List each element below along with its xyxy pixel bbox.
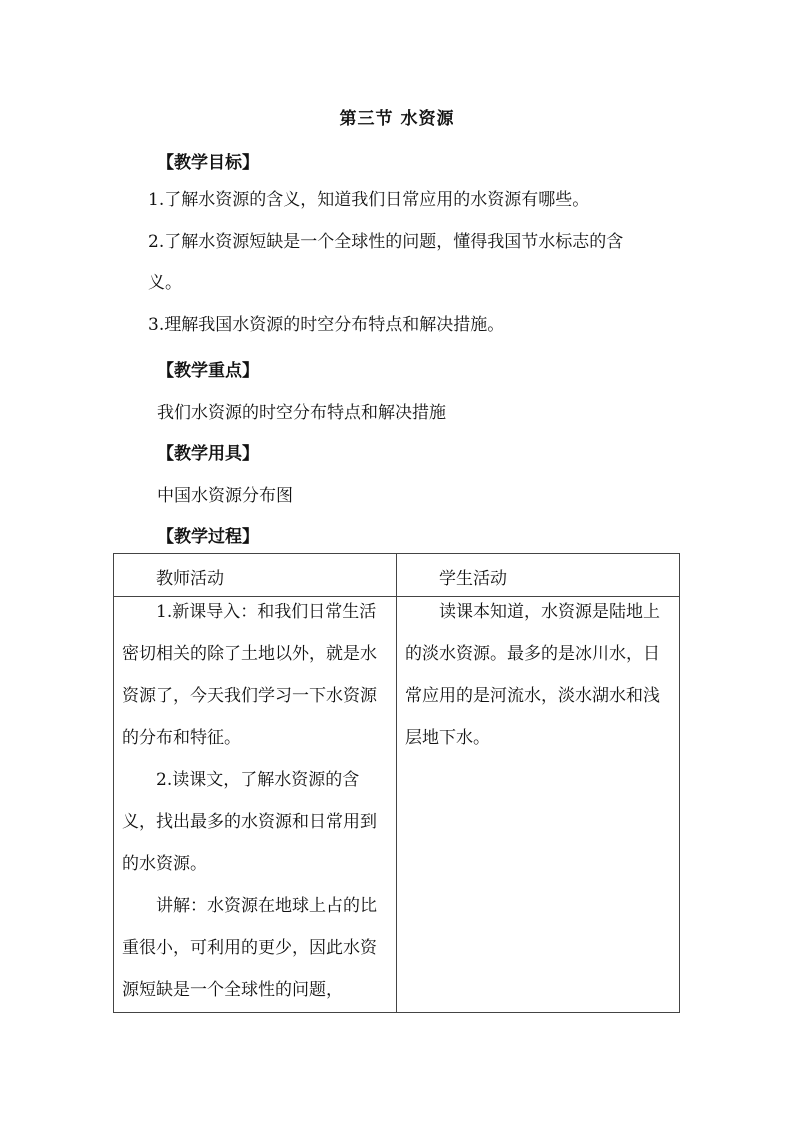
student-activity-cell bbox=[397, 597, 680, 1013]
key-points-text: 我们水资源的时空分布特点和解决措施 bbox=[157, 403, 446, 423]
key-points-heading: 【教学重点】 bbox=[157, 361, 259, 381]
student-activity-header-label: 学生活动 bbox=[439, 569, 507, 589]
teacher-paragraph-intro: 1.新课导入：和我们日常生活密切相关的除了土地以外，就是水资源了，今天我们学习一下水资源的分布和特征。 bbox=[122, 602, 377, 748]
process-table bbox=[113, 553, 680, 1013]
teacher-paragraph-explain: 讲解：水资源在地球上占的比重很小，可利用的更少，因此水资源短缺是一个全球性的问题， bbox=[122, 896, 377, 1000]
objective-item-2-cont: 义。 bbox=[148, 273, 182, 293]
teacher-paragraph-reading: 2.读课文，了解水资源的含义，找出最多的水资源和日常用到的水资源。 bbox=[122, 770, 377, 874]
teacher-activity-cell bbox=[114, 597, 397, 1013]
tools-heading: 【教学用具】 bbox=[157, 444, 259, 464]
objective-item-1: 1.了解水资源的含义，知道我们日常应用的水资源有哪些。 bbox=[148, 190, 590, 210]
table-row bbox=[114, 597, 680, 1013]
page-title: 第三节 水资源 bbox=[339, 109, 455, 129]
process-heading: 【教学过程】 bbox=[157, 527, 259, 547]
objective-item-2: 2.了解水资源短缺是一个全球性的问题，懂得我国节水标志的含 bbox=[148, 232, 624, 252]
teacher-activity-header-label: 教师活动 bbox=[156, 569, 224, 589]
student-paragraph: 读课本知道，水资源是陆地上的淡水资源。最多的是冰川水，日常应用的是河流水，淡水湖水和浅层地下水。 bbox=[405, 602, 660, 748]
objectives-heading: 【教学目标】 bbox=[157, 153, 259, 173]
objective-item-3: 3.理解我国水资源的时空分布特点和解决措施。 bbox=[148, 315, 505, 335]
tools-text: 中国水资源分布图 bbox=[157, 486, 293, 506]
